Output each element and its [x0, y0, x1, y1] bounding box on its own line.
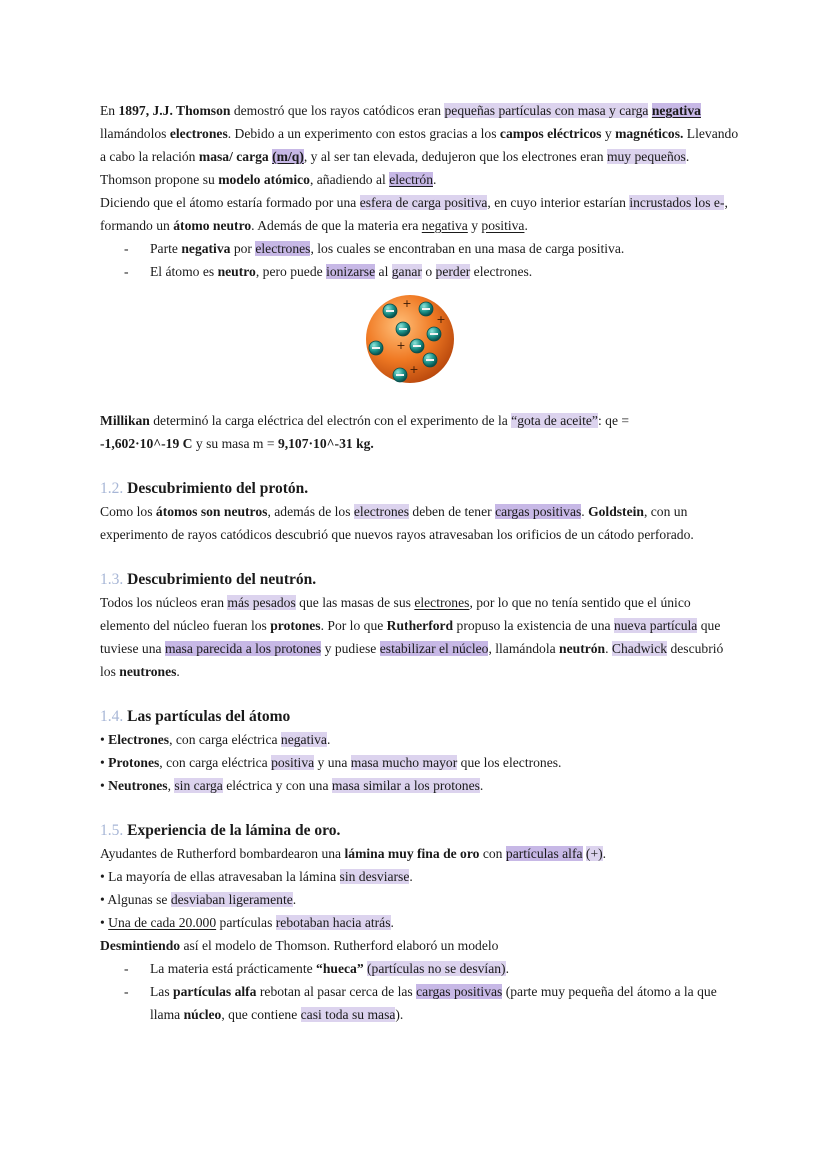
highlight: positiva [271, 755, 315, 770]
highlight: cargas positivas [416, 984, 503, 999]
list-item: • Algunas se desviaban ligeramente. [100, 892, 297, 907]
highlight: ionizarse [326, 264, 376, 279]
bullet-item: - Las partículas alfa rebotan al pasar cerca de las cargas positivas (parte muy pequeña del átomo a la que llama núcleo, que contiene casi toda su masa). [124, 984, 717, 1022]
section-heading-1-4: 1.4. Las partículas del átomo [100, 708, 291, 725]
section-heading-1-2: 1.2. Descubrimiento del protón. [100, 480, 309, 497]
list-item: • Una de cada 20.000 partículas rebotaban hacia atrás. [100, 915, 394, 930]
list-item: • Protones, con carga eléctrica positiva y una masa mucho mayor que los electrones. [100, 755, 562, 770]
highlight: masa similar a los protones [331, 778, 480, 793]
highlight: partículas alfa [505, 846, 583, 861]
highlight: pequeñas partículas con masa y carga [444, 103, 649, 118]
bullet-item: - El átomo es neutro, pero puede ionizarse al ganar o perder electrones. [100, 260, 740, 283]
atom-description-paragraph: Diciendo que el átomo estaría formado por una esfera de carga positiva, en cuyo interior estarían incrustados los e-, formando un átomo neutro. Además de que la materia era negativa y positiva. [100, 195, 728, 233]
svg-text:+: + [396, 339, 406, 352]
svg-text:+: + [409, 363, 419, 376]
highlight: esfera de carga positiva [359, 195, 488, 210]
neutron-paragraph: Todos los núcleos eran más pesados que las masas de sus electrones, por lo que no tenía sentido que el único elemento del núcleo fueran los protones. Por lo que Rutherford propuso la existencia de una nueva partícula que tuviese una masa parecida a los protones y pudiese estabilizar el núcleo, llamándola neutrón. Chadwick descubrió los neutrones. [100, 595, 724, 679]
highlight: cargas positivas [495, 504, 582, 519]
svg-text:+: + [402, 297, 412, 310]
proton-paragraph: Como los átomos son neutros, además de los electrones deben de tener cargas positivas. Goldstein, con un experimento de rayos catódicos descubrió que nuevos rayos atravesaban los orificios de un cátodo perforado. [100, 504, 694, 542]
highlight: sin carga [174, 778, 223, 793]
plum-pudding-atom-icon [362, 291, 458, 387]
thomson-model-paragraph: Thomson propone su modelo atómico, añadiendo al electrón. [100, 172, 437, 187]
highlight: masa mucho mayor [350, 755, 458, 770]
thomson-atom-illustration [100, 291, 740, 403]
list-item: • Neutrones, sin carga eléctrica y con una masa similar a los protones. [100, 778, 484, 793]
list-item: • La mayoría de ellas atravesaban la lámina sin desviarse. [100, 869, 413, 884]
intro-paragraph: En 1897, J.J. Thomson demostró que los rayos catódicos eran pequeñas partículas con masa y carga negativa llamándolos electrones. Debido a un experimento con estos gracias a los campos eléctricos y magnéticos. Llevando a cabo la relación masa/ carga (m/q), y al ser tan elevada, dedujeron que los electrones eran muy pequeños. [100, 103, 739, 164]
list-item: • Electrones, con carga eléctrica negativa. [100, 732, 331, 747]
highlight: incrustados los e- [629, 195, 725, 210]
highlight: electrones [255, 241, 311, 256]
highlight: más pesados [227, 595, 296, 610]
highlight: rebotaban hacia atrás [275, 915, 391, 930]
conclusion-paragraph: Desmintiendo así el modelo de Thomson. Rutherford elaboró un modelo [100, 938, 499, 953]
highlight: (+) [585, 846, 603, 861]
highlight: ganar [391, 264, 422, 279]
svg-text:+: + [436, 313, 446, 326]
highlight: muy pequeños [606, 149, 686, 164]
highlight: negativa [280, 732, 327, 747]
highlight: sin desviarse [339, 869, 410, 884]
highlight: perder [435, 264, 471, 279]
highlight: nueva partícula [613, 618, 698, 633]
highlight: electrón [389, 172, 433, 187]
highlight: masa parecida a los protones [164, 641, 322, 656]
bullet-item: - Parte negativa por electrones, los cuales se encontraban en una masa de carga positiva. [100, 237, 740, 260]
bullet-item: - La materia está prácticamente “hueca” (partículas no se desvían). [124, 961, 509, 976]
highlight: electrones [353, 504, 409, 519]
document-body [100, 99, 740, 1026]
highlight: Chadwick [611, 641, 668, 656]
highlight: casi toda su masa [300, 1007, 396, 1022]
highlight: “gota de aceite” [511, 413, 598, 428]
millikan-paragraph: Millikan determinó la carga eléctrica del electrón con el experimento de la “gota de aceite”: qe = -1,602·10^-19 C y su masa m = 9,107·10^-31 kg. [100, 413, 630, 451]
highlight: (m/q) [272, 149, 304, 164]
gold-foil-paragraph: Ayudantes de Rutherford bombardearon una lámina muy fina de oro con partículas alfa (+). [100, 846, 607, 861]
highlight: negativa [651, 103, 701, 118]
section-heading-1-5: 1.5. Experiencia de la lámina de oro. [100, 822, 341, 839]
section-heading-1-3: 1.3. Descubrimiento del neutrón. [100, 571, 317, 588]
highlight: estabilizar el núcleo [379, 641, 489, 656]
highlight: (partículas no se desvían) [367, 961, 506, 976]
highlight: desviaban ligeramente [170, 892, 293, 907]
